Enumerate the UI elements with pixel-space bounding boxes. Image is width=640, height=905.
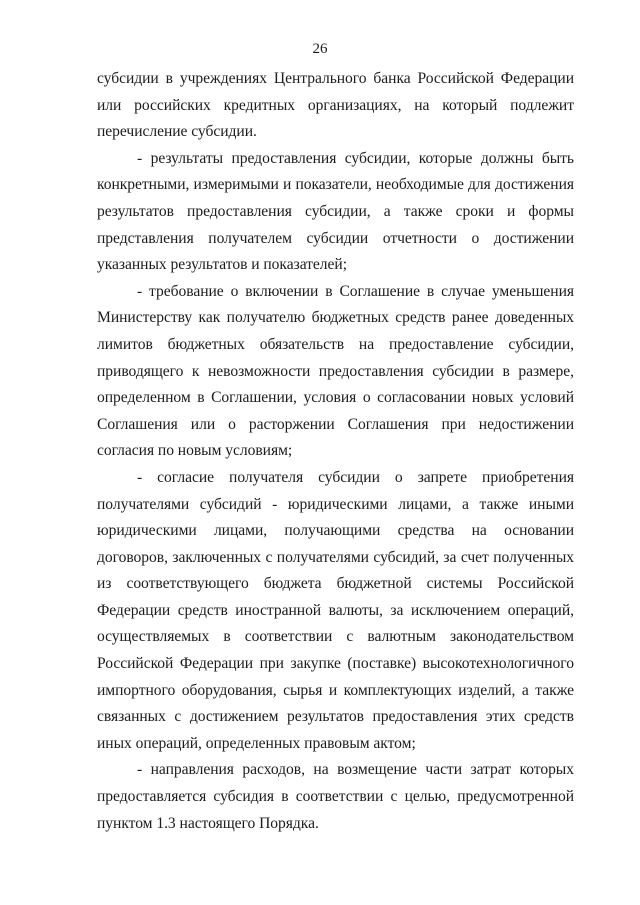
document-body: [97, 66, 574, 837]
paragraph-bank-account: субсидии в учреждениях Центрального банка Российской Федерации или российских кредитных организациях, на который подлежит перечисление субсидии.: [97, 70, 574, 141]
paragraph-expense-directions: - направления расходов, на возмещение части затрат которых предоставляется субсидия в соответствии с целью, предусмотренной пунктом 1.3 настоящего Порядка.: [97, 761, 574, 832]
paragraph-currency-consent: - согласие получателя субсидии о запрете приобретения получателями субсидий - юридическими лицами, а также иными юридическими лицами, получающими средства на основании договоров, заключенных с получателями субсидий, за счет полученных из соответствующего бюджета бюджетной системы Российской Федерации средств иностранной валюты, за исключением операций, осуществляемых в соответствии с валютным законодательством Российской Федерации при закупке (поставке) высокотехнологичного импортного оборудования, сырья и комплектующих изделий, а также связанных с достижением результатов предоставления этих средств иных операций, определенных правовым актом;: [97, 468, 574, 752]
page-number: 26: [312, 41, 328, 57]
paragraph-agreement-reduction: - требование о включении в Соглашение в случае уменьшения Министерству как получателю бюджетных средств ранее доведенных лимитов бюджетных обязательств на предоставление субсидии, приводящего к невозможности предоставления субсидии в размере, определенном в Соглашении, условия о согласовании новых условий Соглашения или о расторжении Соглашения при недостижении согласия по новым условиям;: [97, 282, 574, 460]
paragraph-results: - результаты предоставления субсидии, которые должны быть конкретными, измеримыми и показатели, необходимые для достижения результатов предоставления субсидии, а также сроки и формы представления получателем субсидии отчетности о достижении указанных результатов и показателей;: [97, 149, 574, 274]
